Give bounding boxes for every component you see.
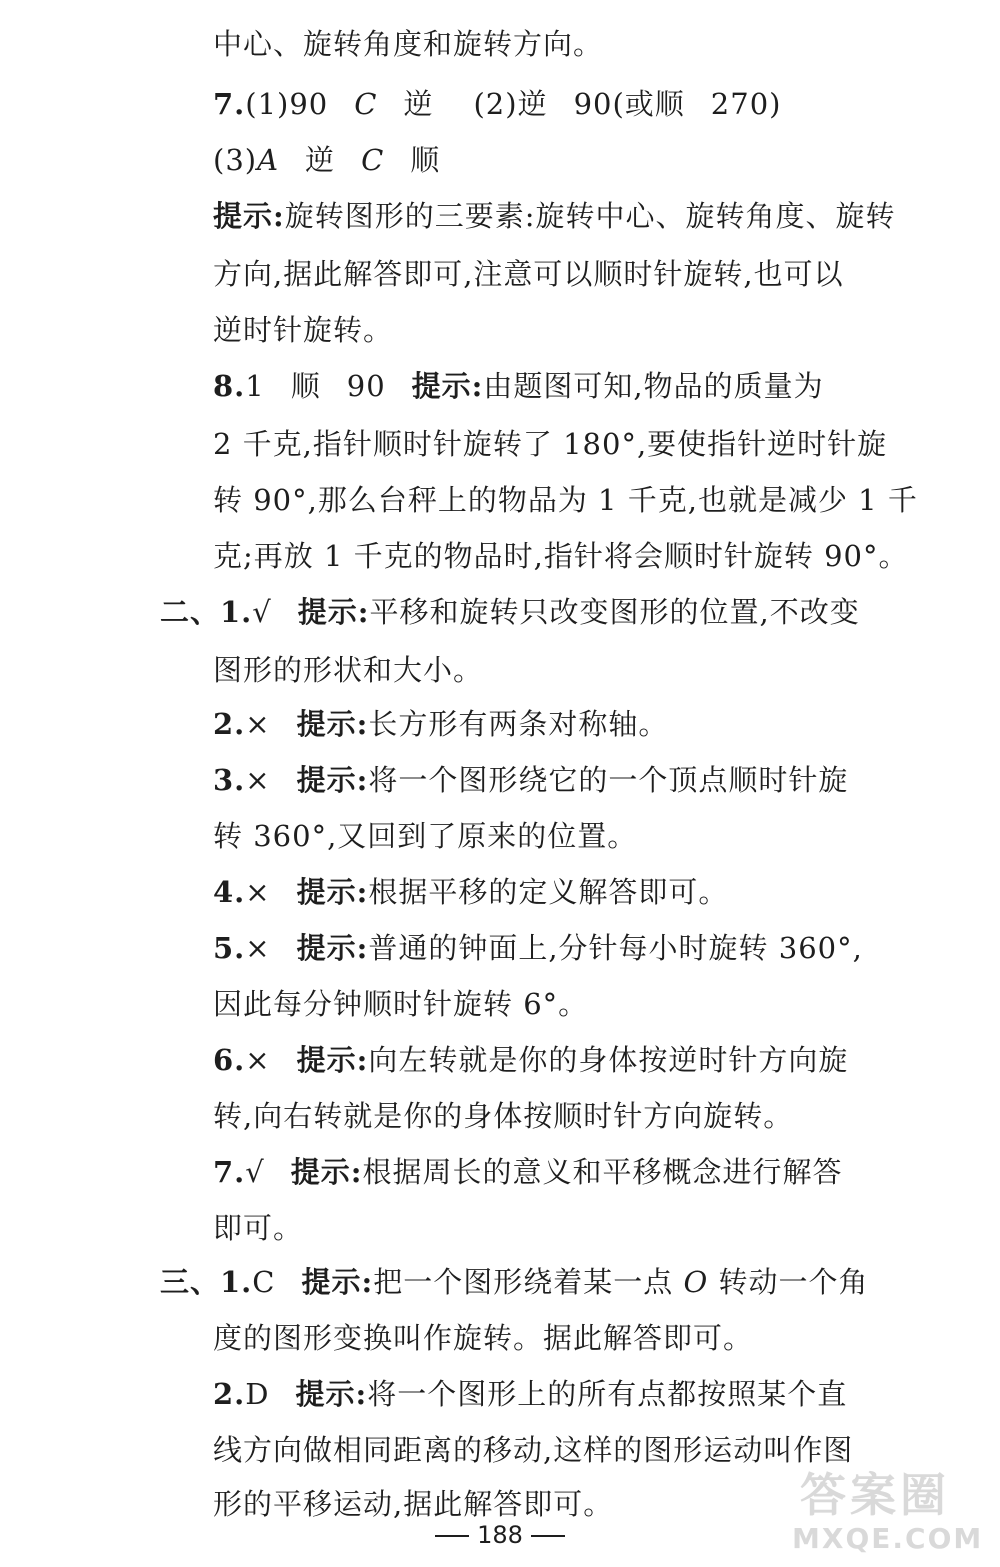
- answer-8-line: [213, 366, 824, 406]
- hint-text: 根据周长的意义和平移概念进行解答: [362, 1155, 843, 1189]
- item-number: 6.: [213, 1043, 246, 1077]
- answer-mark: ×: [245, 875, 271, 909]
- footer-dash: [531, 1535, 565, 1537]
- hint-line: [213, 254, 844, 294]
- hint-line: [213, 424, 887, 464]
- answer-part: 270): [710, 87, 782, 121]
- answer-mark: C: [252, 1265, 276, 1299]
- answer-part: 逆: [403, 87, 434, 121]
- answer-mark: ×: [245, 763, 271, 797]
- section-3-item-2: [213, 1374, 847, 1414]
- item-number: 5.: [213, 931, 246, 965]
- answer-part: A: [257, 143, 280, 177]
- hint-text: 转动一个角: [718, 1265, 869, 1299]
- answer-part: (3): [213, 143, 258, 177]
- hint-label: 提示:: [296, 931, 369, 965]
- watermark-logo-text: 答案圈: [800, 1468, 950, 1522]
- item-number: 2.: [213, 707, 246, 741]
- line-text: 因此每分钟顺时针旋转 6°。: [213, 987, 589, 1021]
- line-text: 转,向右转就是你的身体按顺时针方向旋转。: [213, 1099, 794, 1133]
- item-number: 7.: [213, 87, 246, 121]
- hint-line: [213, 650, 483, 690]
- section-2-item-7: [213, 1152, 843, 1192]
- answer-mark: ×: [245, 931, 271, 965]
- hint-text: 平移和旋转只改变图形的位置,不改变: [369, 595, 860, 629]
- hint-line: [213, 1430, 853, 1470]
- hint-text: 把一个图形绕着某一点: [373, 1265, 674, 1299]
- hint-label: 提示:: [296, 763, 369, 797]
- watermark: [760, 1468, 992, 1564]
- item-number: 4.: [213, 875, 246, 909]
- hint-text: 旋转图形的三要素:旋转中心、旋转角度、旋转: [284, 199, 896, 233]
- item-number: 8.: [213, 369, 246, 403]
- answer-mark: D: [245, 1377, 270, 1411]
- answer-7-3-line: [213, 140, 440, 180]
- hint-line: [213, 310, 393, 350]
- hint-label: 提示:: [290, 1155, 363, 1189]
- line-text: 转 90°,那么台秤上的物品为 1 千克,也就是减少 1 千: [213, 483, 918, 517]
- hint-label: 提示:: [296, 1043, 369, 1077]
- answer-part: 逆: [305, 143, 336, 177]
- item-number: 7.: [213, 1155, 246, 1189]
- hint-text: O: [683, 1265, 709, 1299]
- hint-text: 根据平移的定义解答即可。: [368, 875, 729, 909]
- hint-line: [213, 536, 909, 576]
- hint-line: [213, 816, 637, 856]
- section-3-item-1: [160, 1262, 868, 1302]
- watermark-url: MXQE.COM: [792, 1522, 984, 1555]
- hint-line: [213, 1318, 753, 1358]
- line-text: 2 千克,指针顺时针旋转了 180°,要使指针逆时针旋: [213, 427, 888, 461]
- hint-label: 提示:: [301, 1265, 374, 1299]
- hint-line: [213, 480, 918, 520]
- section-number: 三、1.: [160, 1265, 253, 1299]
- line-text: 度的图形变换叫作旋转。据此解答即可。: [213, 1321, 754, 1355]
- section-number: 二、1.: [160, 595, 253, 629]
- footer-dash: [435, 1535, 469, 1537]
- answer-part: 90: [346, 369, 386, 403]
- section-2-item-6: [213, 1040, 848, 1080]
- answer-mark: ×: [245, 707, 271, 741]
- hint-label: 提示:: [296, 707, 369, 741]
- answer-part: C: [354, 87, 378, 121]
- line-text: 转 360°,又回到了原来的位置。: [213, 819, 638, 853]
- answer-mark: ×: [245, 1043, 271, 1077]
- hint-text: 由题图可知,物品的质量为: [483, 369, 824, 403]
- line-text: 线方向做相同距离的移动,这样的图形运动叫作图: [213, 1433, 854, 1467]
- hint-line: [213, 984, 588, 1024]
- answer-part: 90(或顺: [573, 87, 685, 121]
- section-2-item-1: [160, 592, 860, 632]
- line-text: 逆时针旋转。: [213, 313, 394, 347]
- hint-line: [213, 1208, 303, 1248]
- answer-line: [213, 24, 603, 64]
- item-number: 3.: [213, 763, 246, 797]
- line-text: 形的平移运动,据此解答即可。: [213, 1487, 614, 1521]
- hint-text: 将一个图形绕它的一个顶点顺时针旋: [368, 763, 849, 797]
- hint-text: 将一个图形上的所有点都按照某个直: [367, 1377, 848, 1411]
- answer-part: 顺: [290, 369, 321, 403]
- line-text: 图形的形状和大小。: [213, 653, 484, 687]
- hint-line: [213, 1096, 793, 1136]
- page-number: 188: [477, 1521, 523, 1549]
- answer-part: 1: [245, 369, 265, 403]
- line-text: 即可。: [213, 1211, 304, 1245]
- item-number: 2.: [213, 1377, 246, 1411]
- line-text: 中心、旋转角度和旋转方向。: [213, 27, 604, 61]
- answer-part: C: [361, 143, 385, 177]
- answer-part: 顺: [410, 143, 441, 177]
- answer-part: (2)逆: [473, 87, 548, 121]
- section-2-item-2: [213, 704, 668, 744]
- hint-label: 提示:: [411, 369, 484, 403]
- section-2-item-3: [213, 760, 848, 800]
- hint-text: 长方形有两条对称轴。: [368, 707, 669, 741]
- answer-part: (1)90: [245, 87, 329, 121]
- answer-mark: √: [245, 1155, 265, 1189]
- hint-text: 向左转就是你的身体按逆时针方向旋: [368, 1043, 849, 1077]
- section-2-item-5: [213, 928, 863, 968]
- hint-label: 提示:: [297, 595, 370, 629]
- hint-text: 普通的钟面上,分针每小时旋转 360°,: [368, 931, 863, 965]
- answer-7-line: [213, 84, 781, 124]
- hint-label: 提示:: [213, 199, 285, 233]
- answer-mark: √: [252, 595, 272, 629]
- line-text: 方向,据此解答即可,注意可以顺时针旋转,也可以: [213, 257, 844, 291]
- line-text: 克;再放 1 千克的物品时,指针将会顺时针旋转 90°。: [213, 539, 909, 573]
- hint-label: 提示:: [296, 875, 369, 909]
- section-2-item-4: [213, 872, 728, 912]
- hint-line: [213, 196, 896, 236]
- hint-label: 提示:: [295, 1377, 368, 1411]
